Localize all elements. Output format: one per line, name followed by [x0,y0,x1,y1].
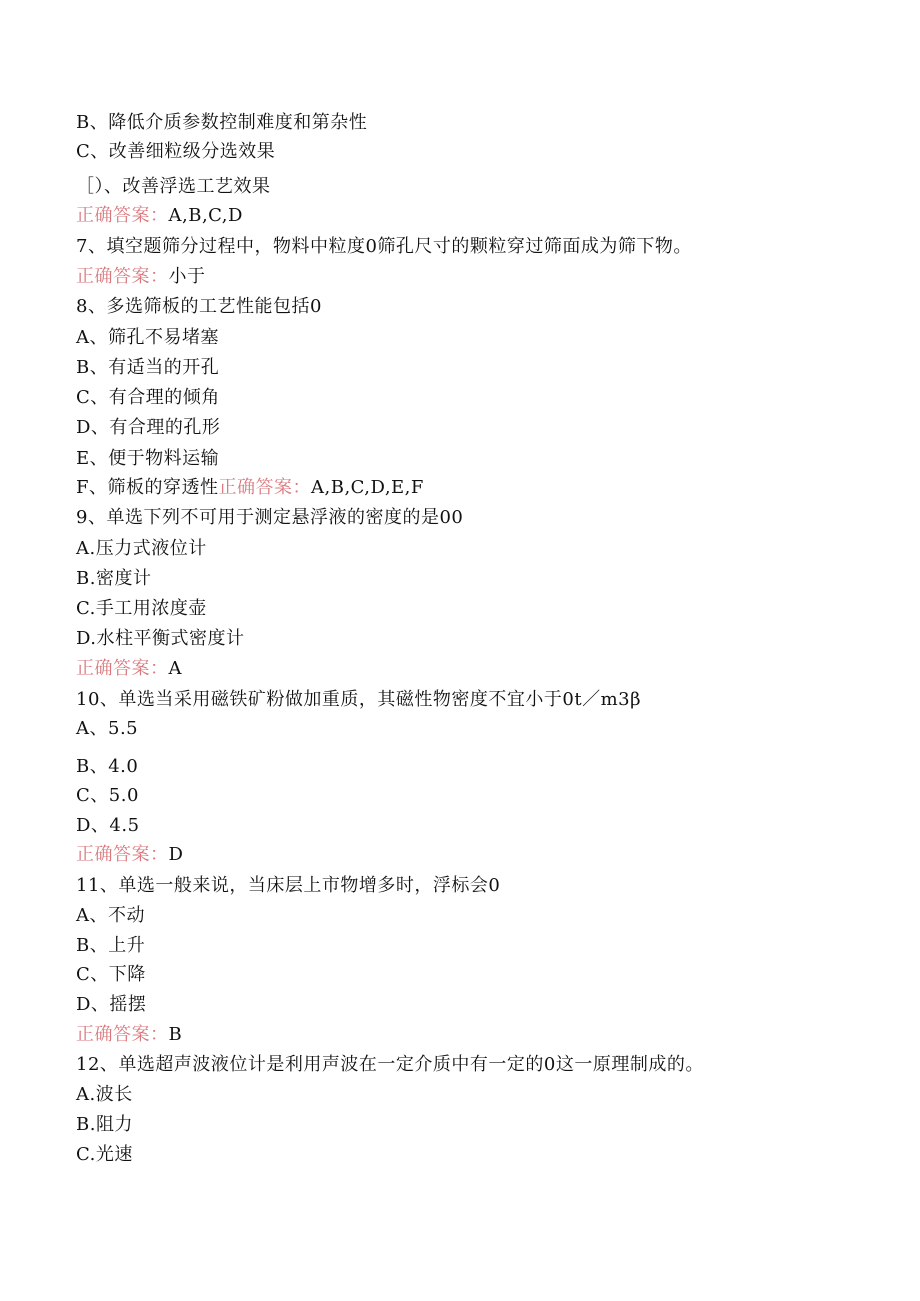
option-c-line [76,597,207,621]
answer-line [76,843,183,867]
question-7 [76,235,692,259]
answer-label: 正确答案： [76,205,169,226]
question-9 [76,506,463,530]
option-b-line [76,1113,133,1137]
answer-value: A,B,C,D [168,205,243,226]
question-8 [76,295,322,319]
answer-value: B [168,1024,183,1045]
line-text: D、有合理的孔形 [76,417,221,438]
line-text: C、下降 [76,964,146,985]
line-text: C、5.0 [76,785,139,806]
line-text: A.波长 [76,1084,133,1105]
line-text: D.水柱平衡式密度计 [76,628,245,649]
question-text: 8、多选筛板的工艺性能包括0 [76,296,322,317]
option-e-line [76,447,219,471]
line-text: B、降低介质参数控制难度和第杂性 [76,112,368,133]
option-d-line [76,993,146,1017]
line-text: B、4.0 [76,756,139,777]
question-text: 9、单选下列不可用于测定悬浮液的密度的是00 [76,507,464,528]
line-text: B.阻力 [76,1114,133,1135]
line-text: F、筛板的穿透性 [76,477,219,498]
line-text: ［）、改善浮选工艺效果 [76,176,271,197]
option-c-line [76,386,220,410]
option-d-line [76,175,271,199]
line-text: A、筛孔不易堵塞 [76,327,219,348]
option-b-line [76,567,151,591]
line-text: A.压力式液位计 [76,538,207,559]
line-text: C.手工用浓度壶 [76,598,207,619]
answer-label: 正确答案： [76,1024,169,1045]
question-12 [76,1053,704,1077]
answer-value: D [168,844,184,865]
line-text: E、便于物料运输 [76,448,220,469]
answer-value: A,B,C,D,E,F [311,477,424,498]
answer-label: 正确答案： [76,658,169,679]
option-a-line [76,326,219,350]
question-text: 12、单选超声波液位计是利用声波在一定介质中有一定的0这一原理制成的。 [76,1054,704,1075]
question-text: 7、填空题筛分过程中，物料中粒度0筛孔尺寸的颗粒穿过筛面成为筛下物。 [76,236,692,257]
answer-line [76,265,206,289]
question-11 [76,874,500,898]
question-text: 11、单选一般来说，当床层上市物增多时，浮标会0 [76,875,501,896]
answer-line [76,657,182,681]
option-d-line [76,416,220,440]
option-b-line [76,934,145,958]
answer-value: 小于 [168,266,206,287]
option-b-line [76,356,219,380]
answer-label: 正确答案： [218,477,311,498]
line-text: C、改善细粒级分选效果 [76,141,276,162]
option-c-line [76,1143,133,1167]
option-b-line [76,111,367,135]
option-c-line [76,963,146,987]
question-10 [76,688,641,712]
option-b-line [76,755,138,779]
answer-line [76,1023,182,1047]
answer-value: A [168,658,182,679]
question-text: 10、单选当采用磁铁矿粉做加重质，其磁性物密度不宜小于0t／m3β [76,689,642,710]
answer-line [76,204,243,228]
line-text: A、不动 [76,905,145,926]
option-a-line [76,717,138,741]
option-a-line [76,904,145,928]
line-text: B、上升 [76,935,146,956]
option-f-line [76,476,424,500]
line-text: D、摇摆 [76,994,147,1015]
answer-label: 正确答案： [76,844,169,865]
answer-label: 正确答案： [76,266,169,287]
option-d-line [76,627,245,651]
option-a-line [76,537,207,561]
option-c-line [76,140,275,164]
option-a-line [76,1083,133,1107]
line-text: C、有合理的倾角 [76,387,220,408]
option-d-line [76,814,140,838]
line-text: D、4.5 [76,815,140,836]
line-text: A、5.5 [76,718,139,739]
line-text: C.光速 [76,1144,133,1165]
option-c-line [76,784,139,808]
line-text: B、有适当的开孔 [76,357,220,378]
line-text: B.密度计 [76,568,152,589]
